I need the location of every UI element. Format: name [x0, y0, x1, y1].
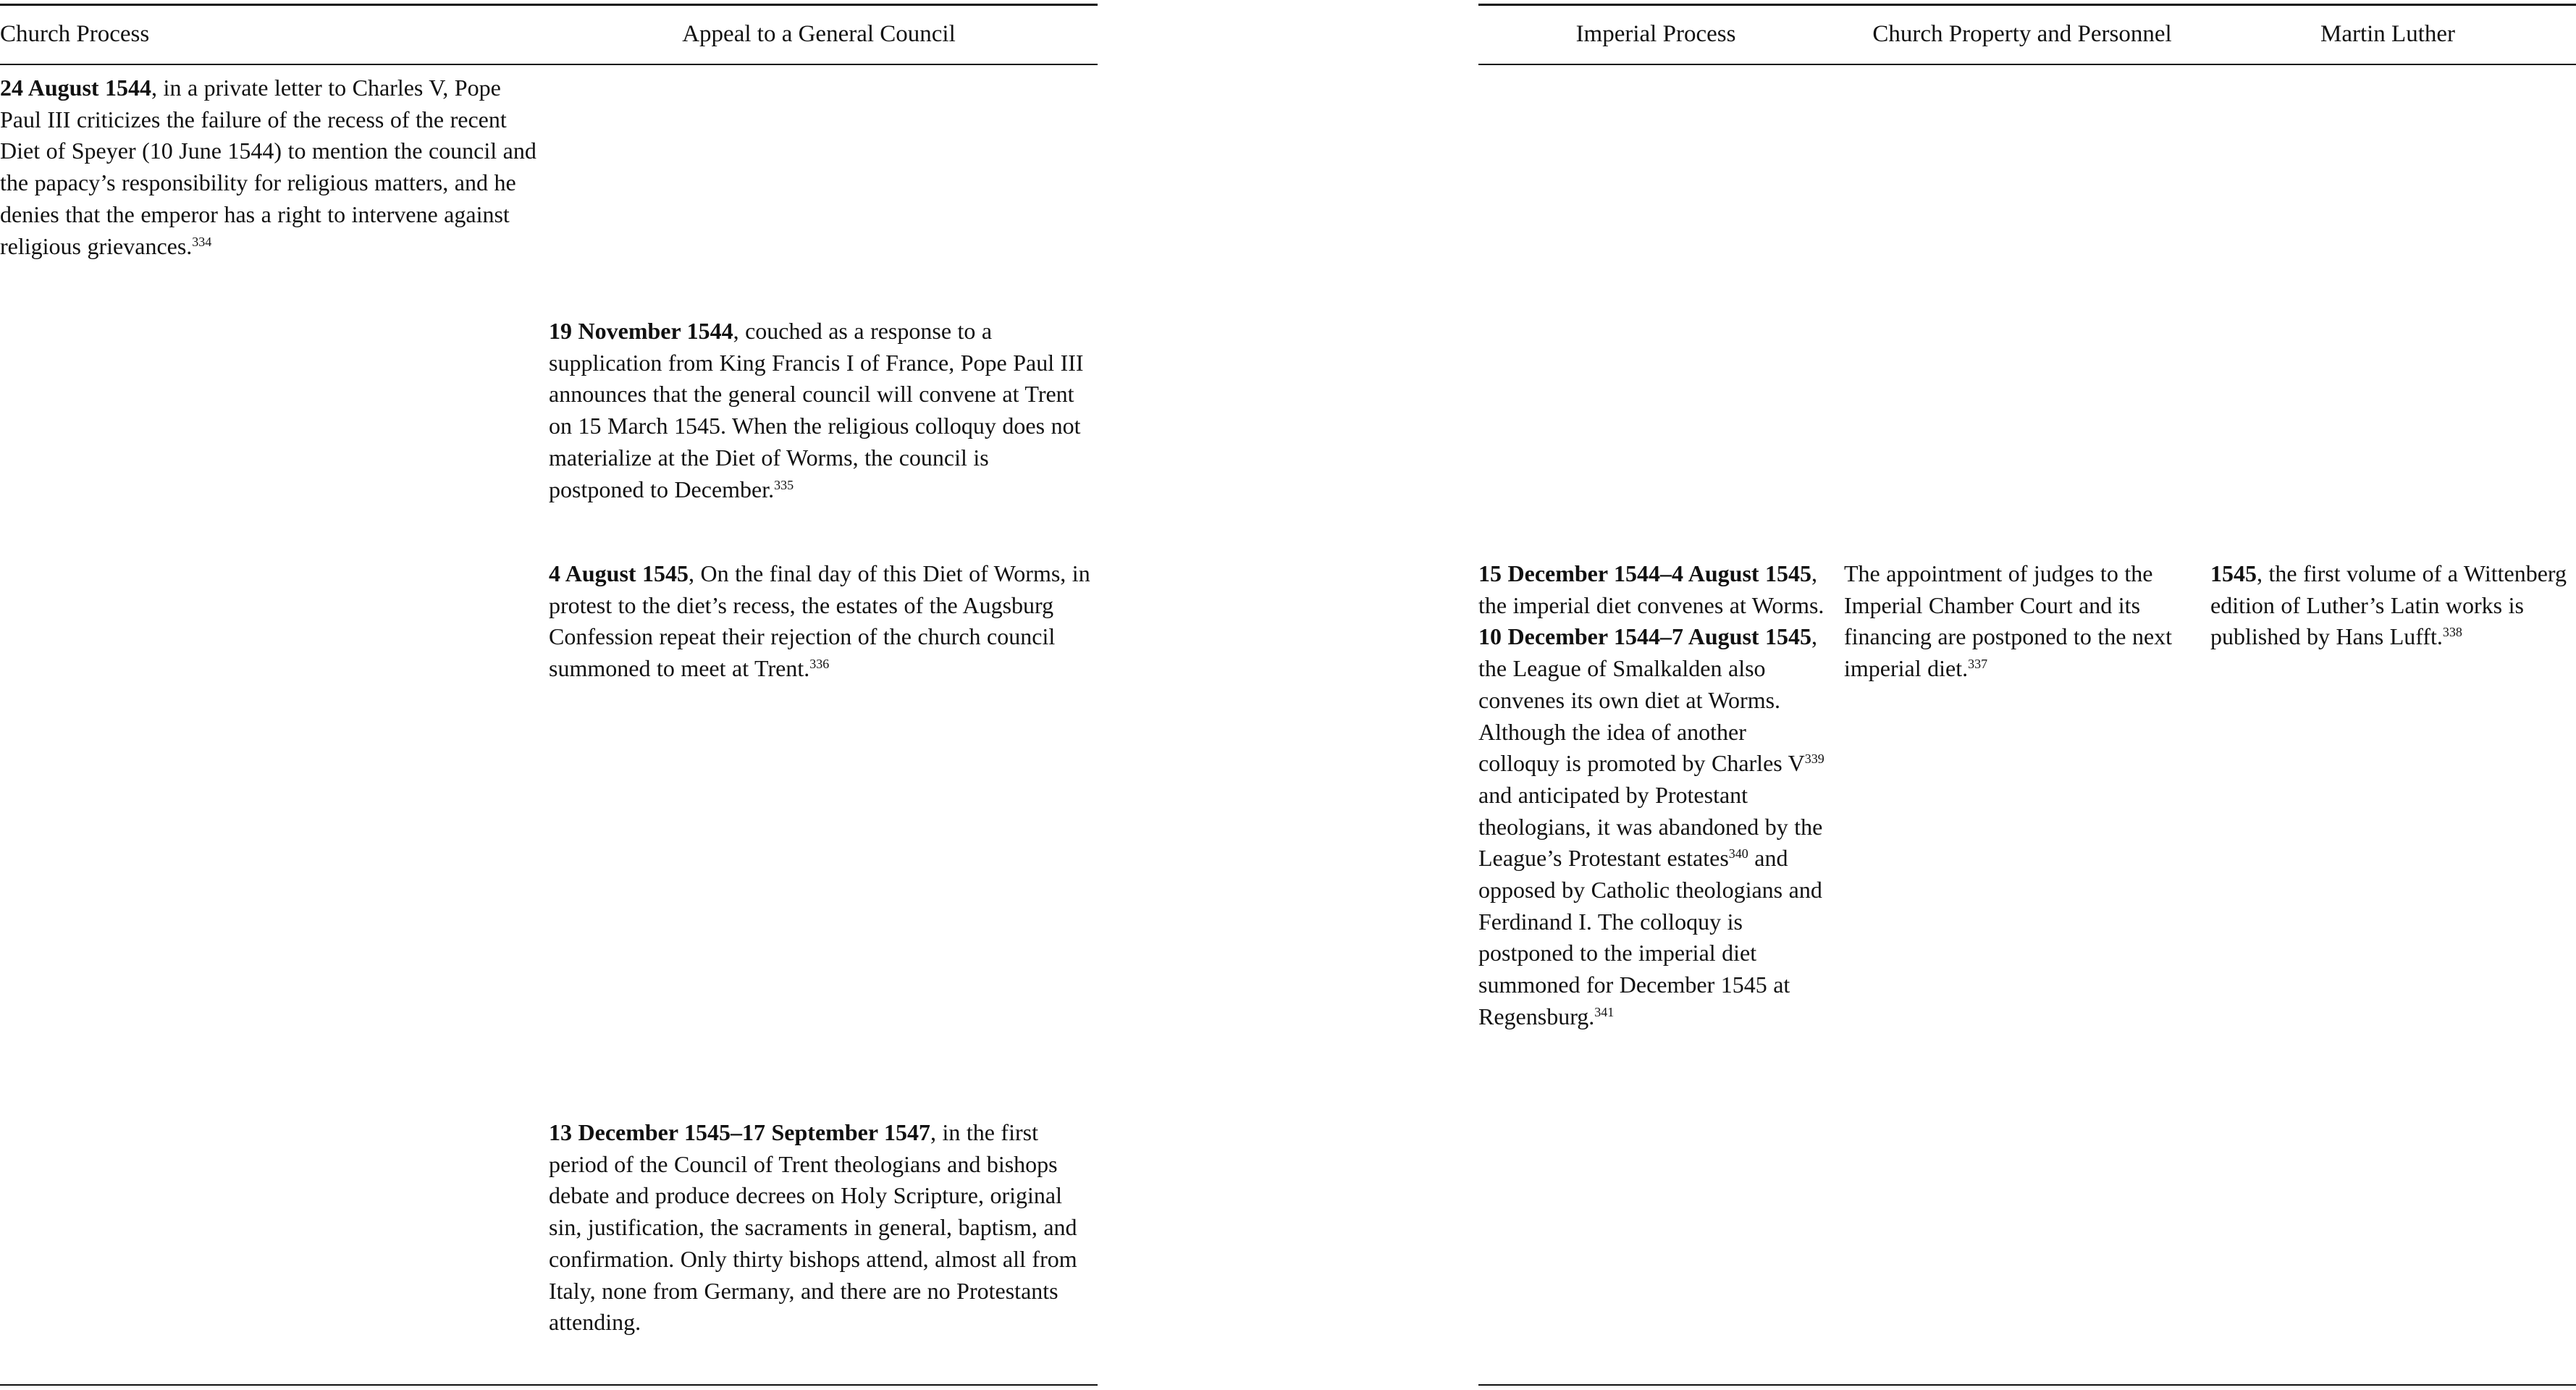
entry-date: 4 August 1545 [549, 560, 689, 586]
entry-text: and anticipated by Protestant theologians, it was abandoned by the League’s Protestant estates [1478, 781, 1823, 872]
header-church-process: Church Process [0, 21, 150, 47]
right-top-rule [1478, 4, 2576, 6]
entry-text: , in a private letter to Charles V, Pope Paul III criticizes the failure of the recess of the recent Diet of Speyer (10 June 1544) to mention the council and the papacy’s responsibility for religious matters, and he denies that the emperor has a right to intervene against religious grievances. [0, 75, 536, 259]
footnote-ref: 334 [192, 234, 212, 249]
footnote-ref: 338 [2442, 625, 2462, 640]
footnote-ref: 337 [1968, 657, 1988, 672]
entry-text: , On the final day of this Diet of Worms, in protest to the diet’s recess, the estates of the Augsburg Confession repeat their rejection of the church council summoned to meet at Trent. [549, 560, 1090, 682]
header-imperial-process: Imperial Process [1575, 21, 1736, 47]
entry-church-process [0, 72, 543, 262]
entry-appeal-3 [549, 1117, 1099, 1339]
entry-date: 15 December 1544–4 August 1545 [1478, 560, 1812, 586]
entry-appeal-2 [549, 558, 1099, 685]
entry-date: 10 December 1544–7 August 1545 [1478, 623, 1812, 650]
entry-imperial-process [1478, 558, 1833, 1033]
entry-text: , in the first period of the Council of Trent theologians and bishops debate and produce decrees on Holy Scripture, original sin, justification, the sacraments in general, baptism, and confirmation. Only thirty bishops attend, almost all from Italy, none from Germany, and there are no Protestants attending. [549, 1119, 1077, 1336]
entry-text: , couched as a response to a supplication from King Francis I of France, Pope Paul III announces that the general council will convene at Trent on 15 March 1545. When the religious colloquy does not materialize at the Diet of Worms, the council is postponed to December. [549, 318, 1084, 502]
footnote-ref: 336 [809, 657, 830, 672]
left-top-rule [0, 4, 1098, 6]
header-appeal-general-council: Appeal to a General Council [682, 21, 956, 47]
entry-appeal-1 [549, 316, 1085, 505]
entry-church-property [1844, 558, 2206, 685]
header-martin-luther: Martin Luther [2320, 21, 2456, 47]
right-header-rule [1478, 64, 2576, 65]
entry-martin-luther [2210, 558, 2576, 653]
entry-text: , the imperial diet convenes at Worms. [1478, 560, 1824, 618]
footnote-ref: 341 [1594, 1004, 1615, 1019]
right-bottom-rule [1478, 1384, 2576, 1386]
header-church-property: Church Property and Personnel [1872, 21, 2172, 47]
entry-text: The appointment of judges to the Imperial Chamber Court and its financing are postponed to the next imperial diet. [1844, 560, 2173, 682]
entry-text: and opposed by Catholic theologians and Ferdinand I. The colloquy is postponed to the imperial diet summoned for December 1545 at Regensburg. [1478, 845, 1822, 1029]
left-header-rule [0, 64, 1098, 65]
footnote-ref: 340 [1728, 846, 1748, 862]
footnote-ref: 339 [1804, 751, 1824, 767]
entry-date: 1545 [2210, 560, 2257, 586]
entry-date: 13 December 1545–17 September 1547 [549, 1119, 930, 1145]
footnote-ref: 335 [774, 477, 794, 492]
entry-date: 24 August 1544 [0, 75, 152, 101]
entry-text: , the first volume of a Wittenberg edition of Luther’s Latin works is published by Hans Lufft. [2210, 560, 2567, 650]
entry-text: , the League of Smalkalden also convenes its own diet at Worms. Although the idea of another colloquy is promoted by Charles V [1478, 623, 1818, 777]
left-bottom-rule [0, 1384, 1098, 1386]
entry-date: 19 November 1544 [549, 318, 733, 344]
